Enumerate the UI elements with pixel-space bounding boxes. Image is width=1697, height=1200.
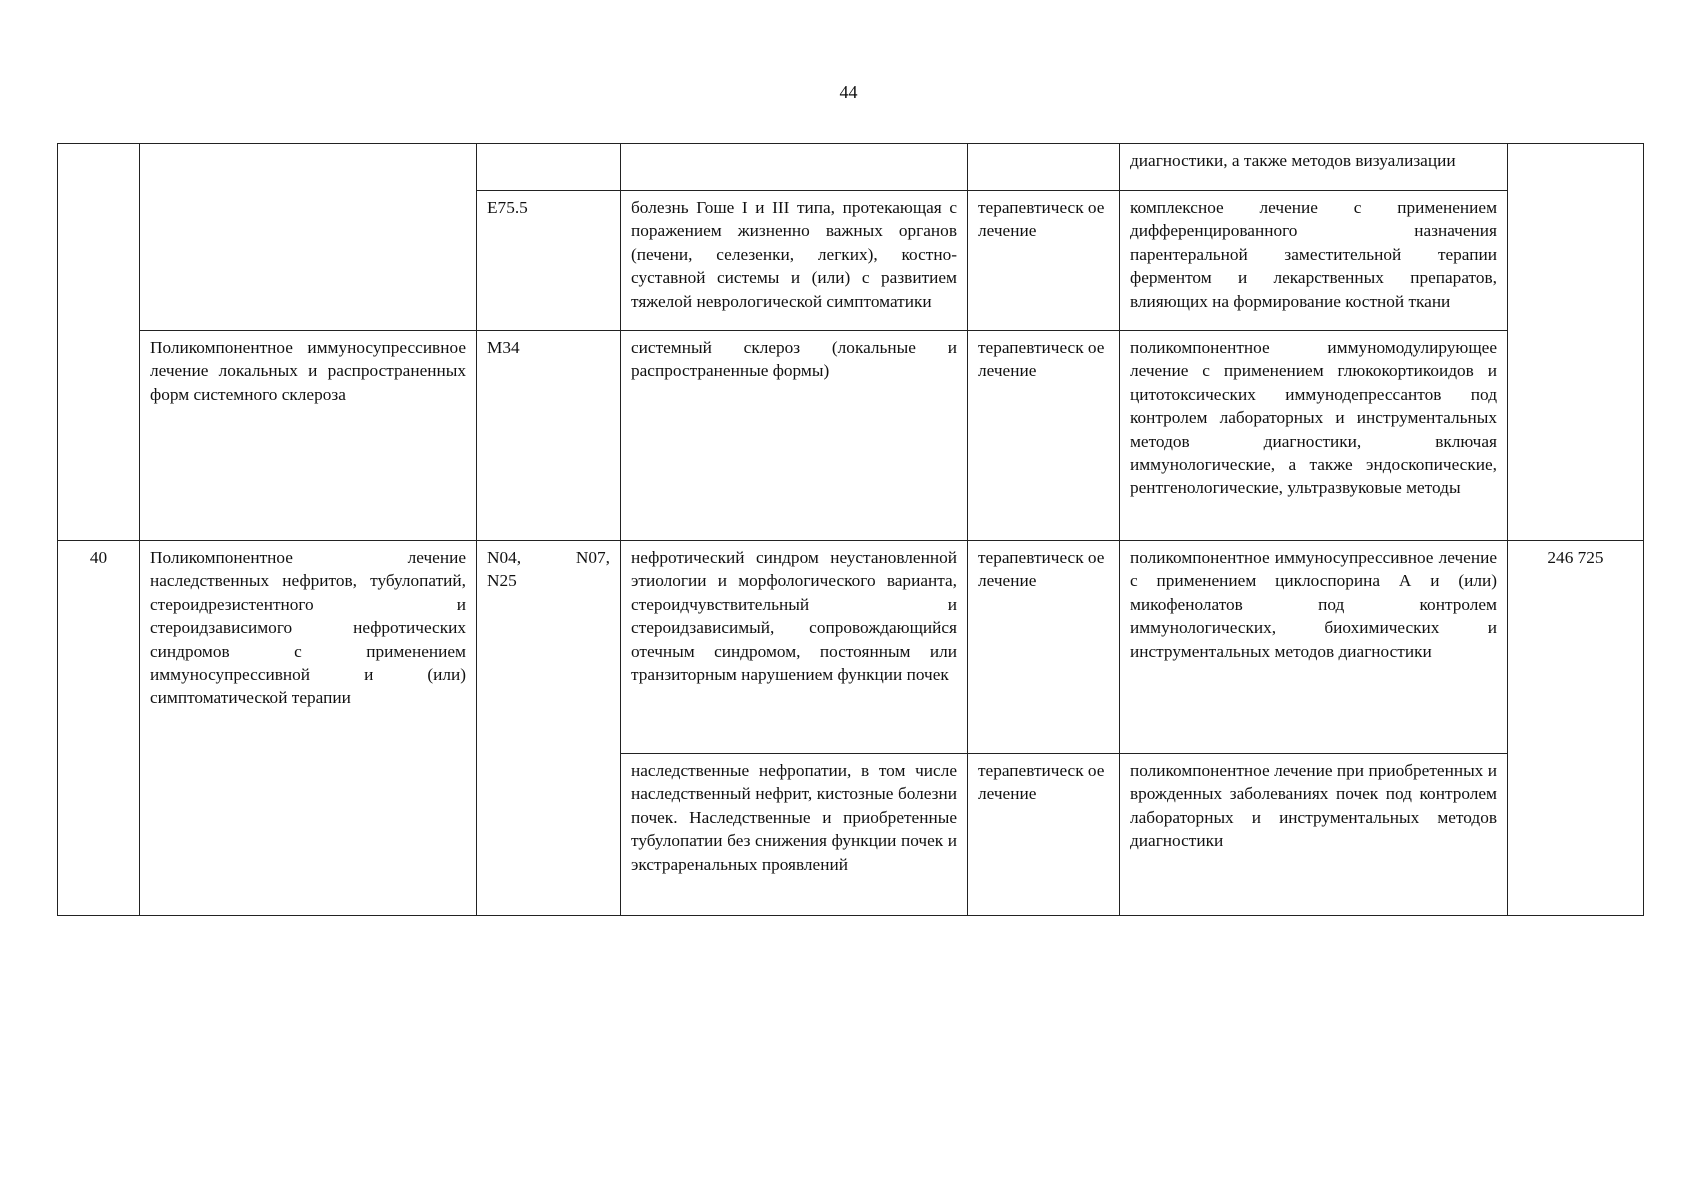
code-cell: E75.5 — [477, 191, 621, 331]
diagnosis-cell: болезнь Гоше I и III типа, протекающая с поражением жизненно важных органов (печени, селезенки, легких), костно-суставной системы и (или) с развитием тяжелой неврологической симптоматики — [621, 191, 968, 331]
cost-cell — [1508, 144, 1644, 541]
table-row — [58, 144, 1644, 191]
code-cell — [477, 541, 621, 916]
treatment-table — [57, 143, 1644, 916]
method-cell: комплексное лечение с применением дифференцированного назначения парентеральной заместительной терапии ферментом и лекарственных препаратов, влияющих на формирование костной ткани — [1120, 191, 1508, 331]
page-number: 44 — [839, 82, 858, 102]
code-cell: M34 — [477, 331, 621, 541]
treatment-type-cell — [968, 144, 1120, 191]
row-number-cell: 40 — [58, 541, 140, 916]
method-cell: диагностики, а также методов визуализации — [1120, 144, 1508, 191]
treatment-name-cell: Поликомпонентное лечение наследственных нефритов, тубулопатий, стероидрезистентного и стероидзависимого нефротических синдромов с применением иммуносупрессивной и (или) симптоматической терапии — [140, 541, 477, 916]
treatment-type-cell: терапевтическ ое лечение — [968, 541, 1120, 754]
code-value: N07, — [575, 548, 610, 567]
diagnosis-cell — [621, 144, 968, 191]
treatment-type-cell: терапевтическ ое лечение — [968, 331, 1120, 541]
cost-cell: 246 725 — [1508, 541, 1644, 916]
method-cell: поликомпонентное иммуномодулирующее лечение с применением глюкокортикоидов и цитотоксических иммунодепрессантов под контролем лабораторных и инструментальных методов диагностики, включая иммунологические, а также эндоскопические, рентгенологические, ультразвуковые методы — [1120, 331, 1508, 541]
code-cell — [477, 144, 621, 191]
table-row — [58, 541, 1644, 754]
treatment-type-cell: терапевтическ ое лечение — [968, 754, 1120, 916]
diagnosis-cell: наследственные нефропатии, в том числе наследственный нефрит, кистозные болезни почек. Наследственные и приобретенные тубулопатии без снижения функции почек и экстраренальных проявлений — [621, 754, 968, 916]
diagnosis-cell: системный склероз (локальные и распространенные формы) — [621, 331, 968, 541]
treatment-name-cell: Поликомпонентное иммуносупрессивное лечение локальных и распространенных форм системного склероза — [140, 331, 477, 541]
method-cell: поликомпонентное иммуносупрессивное лечение с применением циклоспорина А и (или) микофенолатов под контролем иммунологических, биохимических и инструментальных методов диагностики — [1120, 541, 1508, 754]
diagnosis-cell: нефротический синдром неустановленной этиологии и морфологического варианта, стероидчувствительный и стероидзависимый, сопровождающийся отечным синдромом, постоянным или транзиторным нарушением функции почек — [621, 541, 968, 754]
treatment-type-cell: терапевтическ ое лечение — [968, 191, 1120, 331]
code-value: N25 — [487, 571, 517, 591]
code-value: N04, — [487, 548, 522, 567]
row-number-cell — [58, 144, 140, 541]
table-row — [58, 331, 1644, 541]
treatment-name-cell — [140, 144, 477, 331]
method-cell: поликомпонентное лечение при приобретенных и врожденных заболеваниях почек под контролем лабораторных и инструментальных методов диагностики — [1120, 754, 1508, 916]
